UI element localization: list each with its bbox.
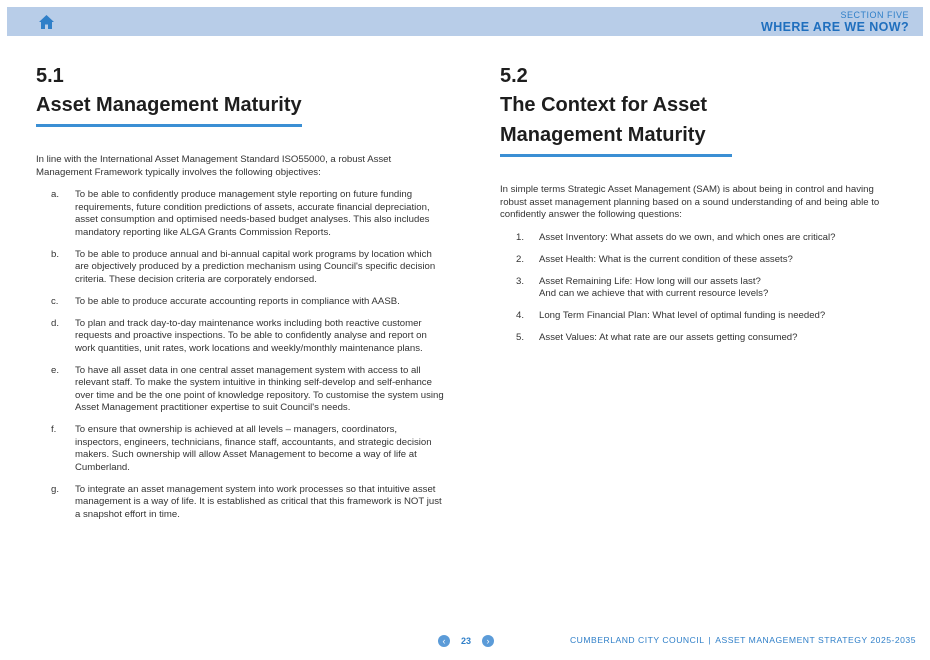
list-item xyxy=(36,365,446,415)
section-heading: The Context for Asset Management Maturity xyxy=(500,90,732,157)
list-item-text: To have all asset data in one central asset management system with access to all relevant staff. To make the system intuitive in thinking self-develop and self-enhance over time and be the one point of knowledge repository. To customise the system using Asset Management practitioner expertise to suit Council's needs. xyxy=(75,364,444,413)
list-item-text: Asset Values: At what rate are our assets getting consumed? xyxy=(539,332,798,343)
section-title: WHERE ARE WE NOW? xyxy=(761,20,909,34)
list-item xyxy=(36,189,446,239)
footer-organisation: CUMBERLAND CITY COUNCIL xyxy=(569,635,705,645)
list-item-text: Asset Remaining Life: How long will our assets last? xyxy=(539,275,761,287)
list-item-text: Asset Inventory: What assets do we own, and which ones are critical? xyxy=(539,231,836,243)
list-item-text: To plan and track day-to-day maintenance works including both reactive customer requests and proactive inspections. To be able to confidently analyse and report on work quantities, unit rates, work locations and weekly/monthly maintenance plans. xyxy=(75,317,427,354)
list-item xyxy=(36,424,446,474)
list-item-text: Long Term Financial Plan: What level of optimal funding is needed? xyxy=(539,310,826,321)
list-marker: a. xyxy=(51,189,60,200)
list-marker: 3. xyxy=(516,275,525,287)
footer-document: ASSET MANAGEMENT STRATEGY 2025-2035 xyxy=(715,635,916,645)
list-marker: d. xyxy=(51,317,60,329)
list-item-text: To ensure that ownership is achieved at all levels – managers, coordinators, inspectors, engineers, technicians, finance staff, accountants, and strategic decision makers. Such ownership will allow Asset Management to become a way of life at Cumberland. xyxy=(75,424,432,473)
list-marker: 4. xyxy=(516,310,525,321)
footer-separator: | xyxy=(708,635,712,645)
right-column xyxy=(500,62,880,354)
list-marker: 1. xyxy=(516,231,525,243)
list-marker: 5. xyxy=(516,332,525,343)
list-item xyxy=(500,254,880,267)
section-heading: Asset Management Maturity xyxy=(36,90,302,127)
list-item xyxy=(36,484,446,522)
list-item-text: Asset Health: What is the current condition of these assets? xyxy=(539,253,793,265)
footer xyxy=(570,634,916,646)
list-item xyxy=(500,232,880,245)
list-marker: e. xyxy=(51,364,60,376)
list-item-text: To integrate an asset management system into work processes so that intuitive asset management is a way of life. It is established as critical that this framework is NOT just a snapshot effort in time. xyxy=(75,483,442,520)
list-marker: g. xyxy=(51,483,60,495)
list-item-text: To be able to produce annual and bi-annual capital work programs by location which are objectively produced by a prediction mechanism using Council's specific decision criteria. These decision criteria are corporately endorsed. xyxy=(75,248,436,285)
page-navigation xyxy=(438,634,498,648)
list-item xyxy=(36,296,446,309)
page-number: 23 xyxy=(460,636,471,646)
list-marker: f. xyxy=(51,424,57,435)
objectives-list xyxy=(36,189,446,521)
questions-list xyxy=(500,232,880,345)
header-bar xyxy=(7,7,923,36)
intro-paragraph: In line with the International Asset Management Standard ISO55000, a robust Asset Management Framework typically involves the following objectives: xyxy=(36,154,392,178)
section-label: SECTION FIVE xyxy=(840,10,909,20)
chevron-right-icon[interactable]: › xyxy=(482,635,494,647)
list-item-text-continued: And can we achieve that with current resource levels? xyxy=(539,288,769,299)
left-column xyxy=(36,62,446,531)
list-item xyxy=(500,332,880,345)
chevron-left-icon[interactable]: ‹ xyxy=(438,635,450,647)
list-item-text: To be able to produce accurate accounting reports in compliance with AASB. xyxy=(75,295,400,307)
list-item-text: To be able to confidently produce management style reporting on future funding requirements, future condition predictions of assets, accurate financial depreciation, asset consumption and optimised needs-based budget analyses. This also includes mandatory reporting like ALGA Grants Commission Reports. xyxy=(75,189,430,238)
list-item xyxy=(36,249,446,287)
list-marker: 2. xyxy=(516,253,525,265)
list-item xyxy=(500,276,880,301)
section-number: 5.2 xyxy=(500,65,528,87)
list-marker: c. xyxy=(51,295,59,307)
list-item xyxy=(500,310,880,323)
home-icon[interactable] xyxy=(38,14,55,30)
section-number: 5.1 xyxy=(36,65,64,87)
intro-paragraph: In simple terms Strategic Asset Management (SAM) is about being in control and having robust asset management planning based on a sound understanding of and being able to confidently answer the following questions: xyxy=(500,184,880,220)
list-marker: b. xyxy=(51,248,60,260)
list-item xyxy=(36,318,446,356)
